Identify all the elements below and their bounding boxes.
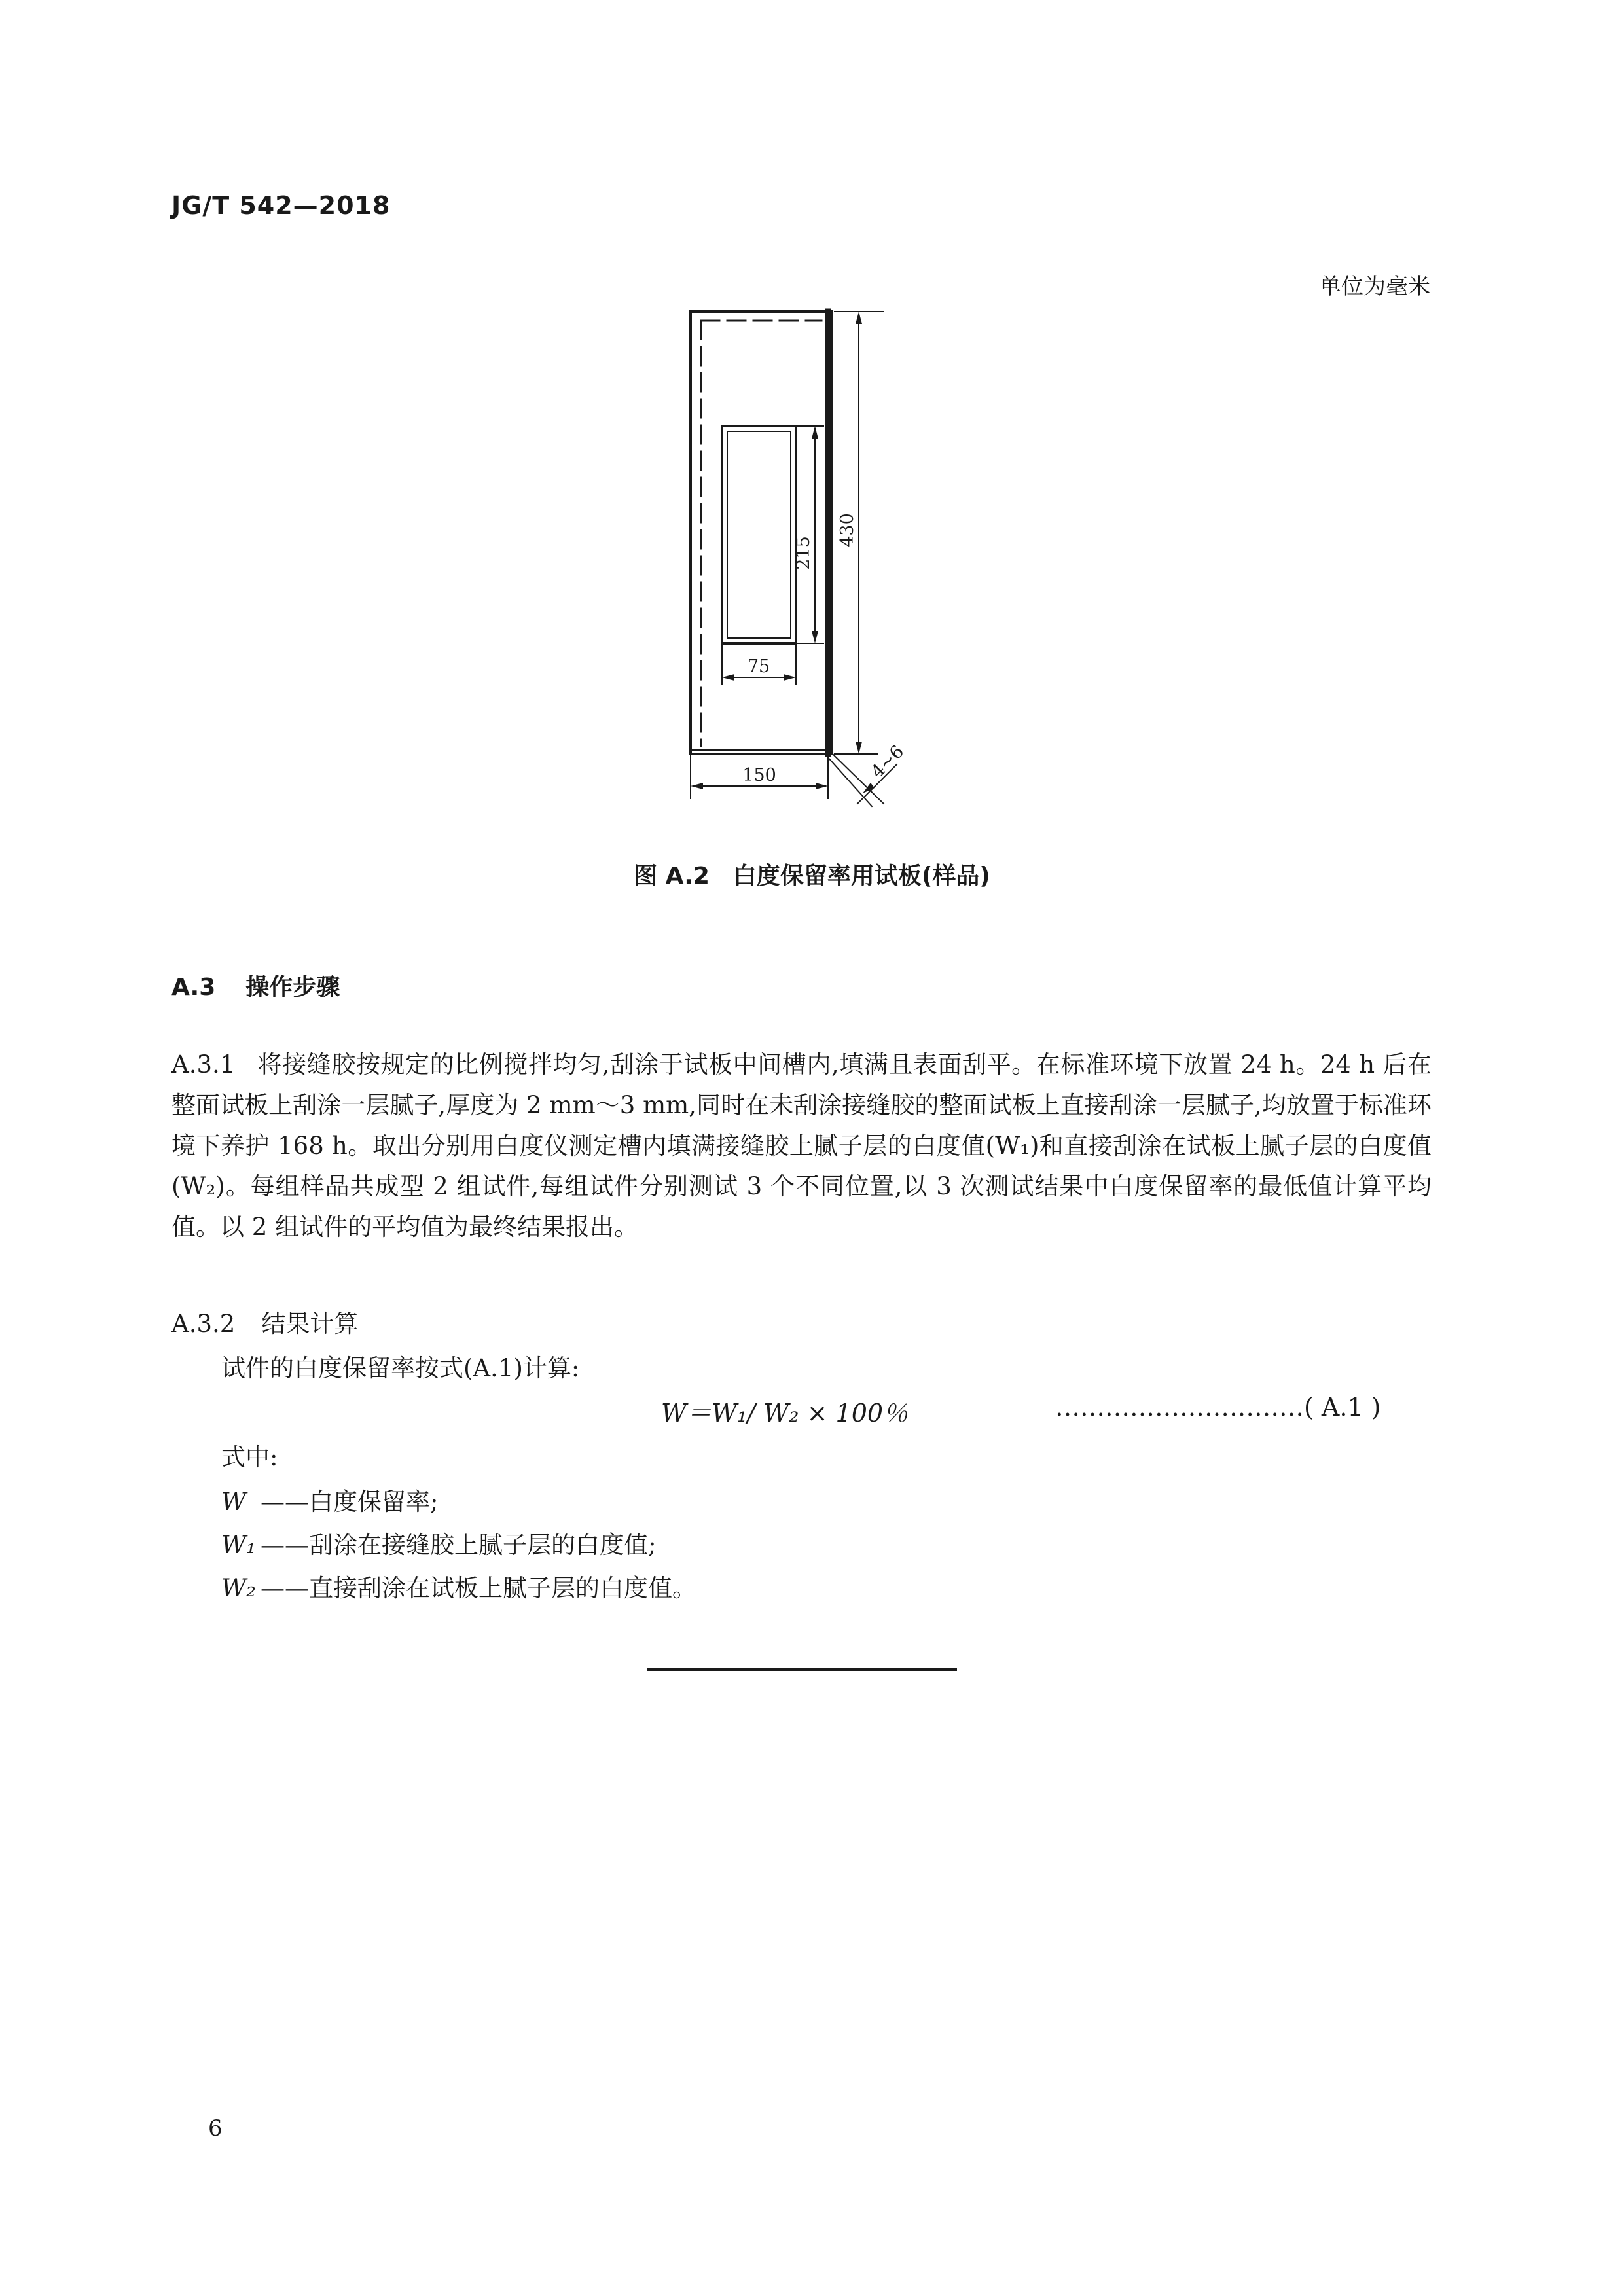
arrow xyxy=(691,783,703,789)
section-number: A.3 xyxy=(171,974,216,1001)
arrow xyxy=(856,312,862,324)
end-rule xyxy=(647,1668,957,1671)
formula-reference: …………………………( A.1 ) xyxy=(1055,1393,1381,1422)
arrow xyxy=(812,631,818,643)
clause-a31 xyxy=(171,1045,1432,1247)
dim-label-slot-height: 215 xyxy=(793,536,814,570)
arrow xyxy=(784,674,796,681)
clause-a31-number: A.3.1 xyxy=(171,1050,236,1079)
section-heading xyxy=(171,969,340,1002)
formula: W＝W₁/ W₂ × 100％ xyxy=(661,1399,909,1427)
definition-symbol: W₁ xyxy=(221,1531,256,1559)
definition-row xyxy=(221,1568,696,1604)
clause-a32-number: A.3.2 xyxy=(171,1310,236,1338)
document-id: JG/T 542—2018 xyxy=(171,191,391,220)
figure-caption: 图 A.2 白度保留率用试板(样品) xyxy=(634,863,990,889)
definition-text: ——白度保留率; xyxy=(261,1488,439,1516)
arrow xyxy=(812,426,818,439)
thickness-ext-1 xyxy=(826,755,872,806)
clause-a32-title: 结果计算 xyxy=(261,1310,359,1338)
dim-label-total-width: 150 xyxy=(742,765,776,785)
definition-row xyxy=(221,1525,656,1560)
clause-a31-text: 将接缝胶按规定的比例搅拌均匀,刮涂于试板中间槽内,填满且表面刮平。在标准环境下放置 24 h。24 h 后在整面试板上刮涂一层腻子,厚度为 2 mm～3 mm,同时在未刮涂接缝胶的整面试板上直接刮涂一层腻子,均放置于标准环境下养护 168 h。取出分别用白度仪测定槽内填满接缝胶上腻子层的白度值(W₁)和直接刮涂在试板上腻子层的白度值(W₂)。每组样品共成型 2 组试件,每组试件分别测试 3 个不同位置,以 3 次测试结果中白度保留率的最低值计算平均值。以 2 组试件的平均值为最终结果报出。 xyxy=(171,1050,1432,1241)
section-title: 操作步骤 xyxy=(245,974,340,1001)
slot-outline xyxy=(722,426,796,643)
definition-row xyxy=(221,1482,438,1517)
panel-outline xyxy=(691,312,832,754)
arrow xyxy=(722,674,734,681)
definition-symbol: W xyxy=(221,1488,247,1516)
definition-symbol: W₂ xyxy=(221,1574,256,1602)
dim-label-thickness: 4~6 xyxy=(867,741,909,783)
slot-inner-outline xyxy=(727,431,791,638)
page-number: 6 xyxy=(208,2115,223,2142)
dim-label-total-height: 430 xyxy=(837,513,857,547)
arrow xyxy=(816,783,828,789)
where-label: 式中: xyxy=(221,1443,278,1471)
formula-intro: 试件的白度保留率按式(A.1)计算: xyxy=(221,1354,580,1382)
definition-text: ——刮涂在接缝胶上腻子层的白度值; xyxy=(261,1531,657,1559)
unit-note: 单位为毫米 xyxy=(1319,274,1430,300)
dim-label-slot-width: 75 xyxy=(747,656,770,677)
test-panel-drawing xyxy=(0,0,1624,851)
definition-text: ——直接刮涂在试板上腻子层的白度值。 xyxy=(261,1574,696,1602)
clause-a32-heading xyxy=(171,1304,358,1339)
arrow xyxy=(856,742,862,754)
